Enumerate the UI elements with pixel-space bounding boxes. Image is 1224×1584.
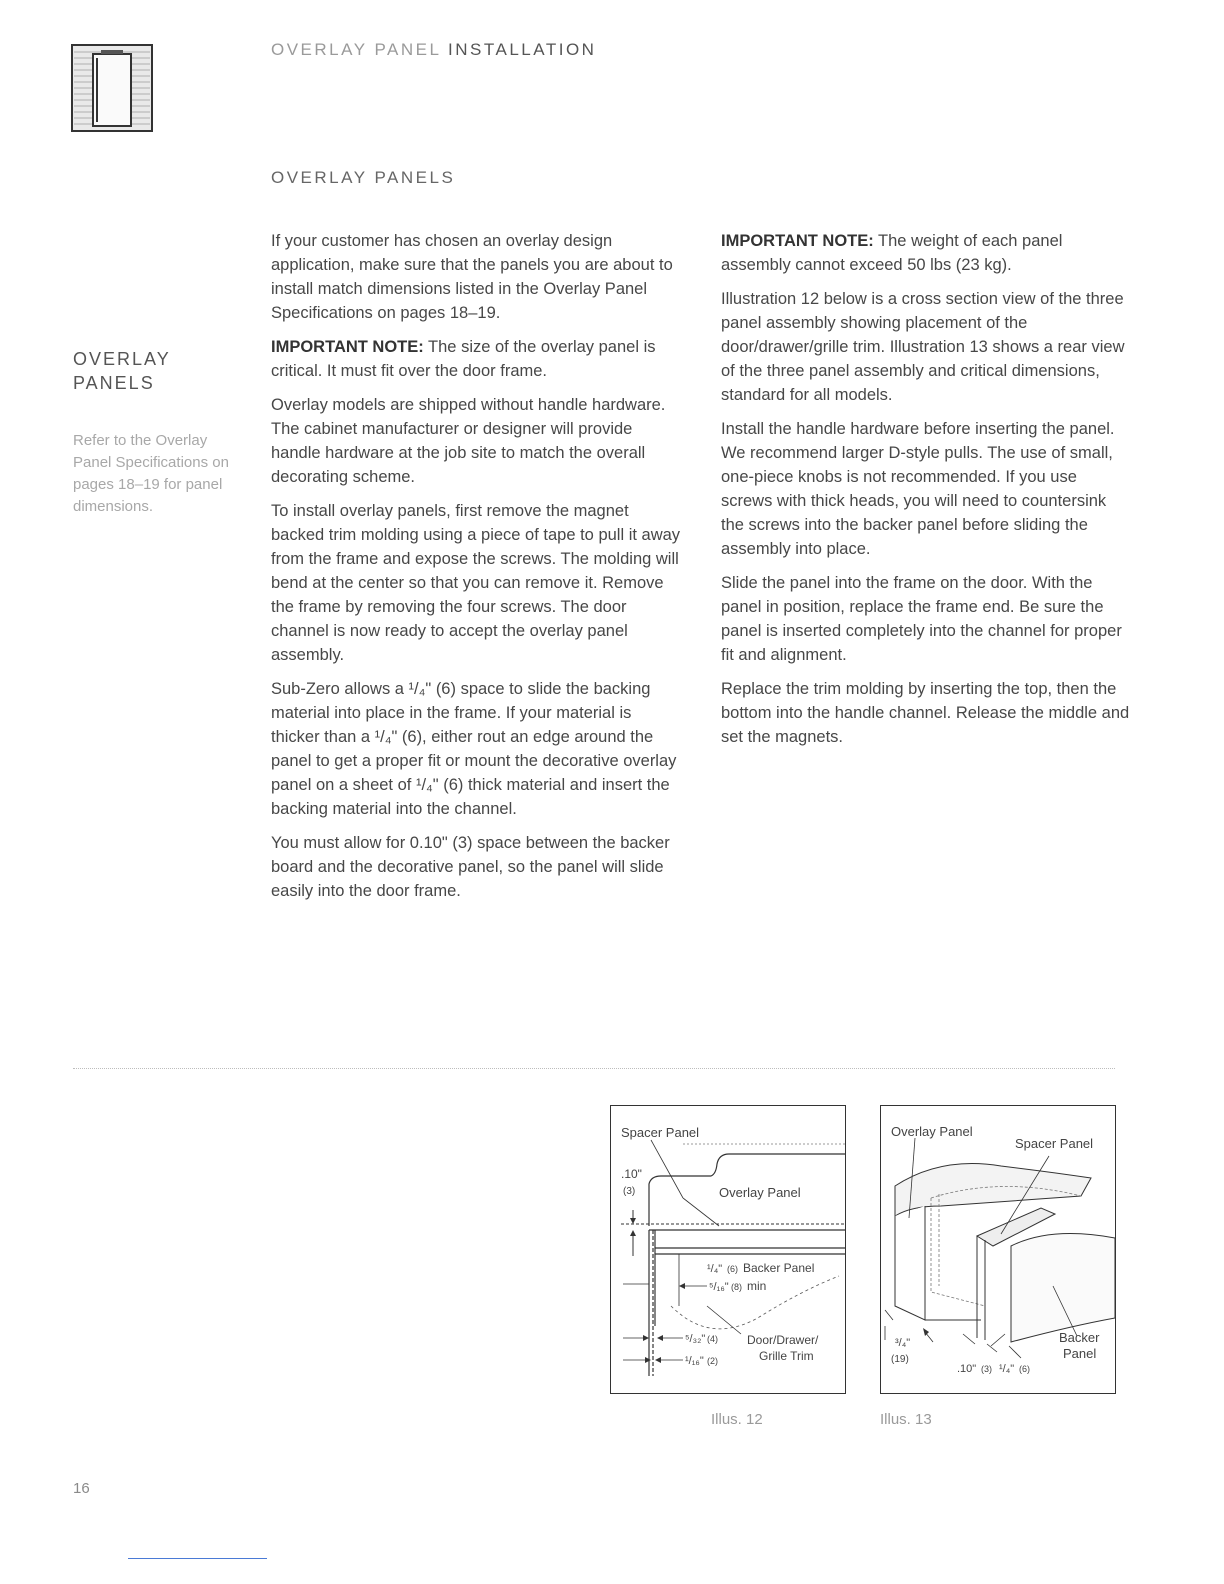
- illustration-13-caption: Illus. 13: [880, 1411, 932, 1428]
- sub-heading: OVERLAY PANELS: [271, 168, 456, 187]
- paragraph: You must allow for 0.10" (3) space between the backer board and the decorative panel, so the panel will slide easily into the door frame.: [271, 834, 670, 900]
- illus12-spacer-label: Spacer Panel: [621, 1125, 700, 1140]
- left-column: [271, 229, 681, 913]
- important-note-text: The size of the overlay panel is critical. It must fit over the door frame.: [271, 338, 656, 380]
- refrigerator-icon: [71, 44, 153, 132]
- illus13-dim-19: (19): [891, 1354, 909, 1365]
- illus13-dim-14: ¹/₄": [999, 1363, 1015, 1375]
- paragraph: Sub-Zero allows a ¹/₄" (6) space to slide the backing material into place in the frame. If your material is thicker than a ¹/₄" (6), either rout an edge around the panel to get a proper fit or mount the decorative overlay panel on a sheet of ¹/₄" (6) thick material and insert the backing material into the channel.: [271, 680, 677, 818]
- important-note-label: IMPORTANT NOTE:: [271, 338, 424, 356]
- illustration-12-caption: Illus. 12: [711, 1411, 763, 1428]
- illus13-backer-label-1: Backer: [1059, 1330, 1100, 1345]
- paragraph: [721, 229, 1131, 277]
- illus12-trim-dim-2-mm: (2): [707, 1356, 718, 1366]
- footer-line: [128, 1558, 267, 1559]
- illus12-min-dim: ⁵/₁₆": [709, 1281, 729, 1293]
- paragraph: Replace the trim molding by inserting the top, then the bottom into the handle channel. Release the middle and set the magnets.: [721, 680, 1130, 746]
- illus12-backer-label: Backer Panel: [743, 1261, 815, 1275]
- paragraph: Overlay models are shipped without handle hardware. The cabinet manufacturer or designer will provide handle hardware at the job site to match the overall decorating scheme.: [271, 396, 666, 486]
- sidebar-note: Refer to the Overlay Panel Specifications on pages 18–19 for panel dimensions.: [73, 432, 229, 515]
- sidebar-heading-line-2: PANELS: [73, 373, 155, 393]
- paragraph: Slide the panel into the frame on the door. With the panel in position, replace the frame end. Be sure the panel is inserted completely into the channel for proper fit and alignment.: [721, 574, 1122, 664]
- paragraph: Illustration 12 below is a cross section view of the three panel assembly showing placement of the door/drawer/grille trim. Illustration 13 shows a rear view of the three panel assembly and critical dimensions, standard for all models.: [721, 290, 1125, 404]
- important-note-label: IMPORTANT NOTE:: [721, 232, 874, 250]
- illus13-dim-3: (3): [981, 1364, 992, 1374]
- illus13-spacer-label: Spacer Panel: [1015, 1136, 1094, 1151]
- illus12-backer-dim-mm: (6): [727, 1264, 738, 1274]
- section-divider: [73, 1068, 1115, 1069]
- paragraph: If your customer has chosen an overlay design application, make sure that the panels you are about to install match dimensions listed in the Overlay Panel Specifications on pages 18–19.: [271, 232, 673, 322]
- right-column: [721, 229, 1131, 759]
- page-number: 16: [73, 1480, 90, 1497]
- illus12-trim-dim-1-mm: (4): [707, 1334, 718, 1344]
- illus12-min-dim-mm: (8): [731, 1282, 742, 1292]
- illus13-overlay-label: Overlay Panel: [891, 1124, 973, 1139]
- illus13-dim-10: .10": [957, 1363, 977, 1375]
- illustration-12: [610, 1105, 846, 1394]
- illustration-13: [880, 1105, 1116, 1394]
- illus12-backer-dim: ¹/₄": [707, 1263, 723, 1275]
- illus12-trim-label-1: Door/Drawer/: [747, 1333, 819, 1347]
- illus12-trim-label-2: Grille Trim: [759, 1349, 814, 1363]
- paragraph: To install overlay panels, first remove the magnet backed trim molding using a piece of tape to pull it away from the frame and expose the screws. The molding will bend at the center so that you can remove it. Remove the frame by removing the four screws. The door channel is now ready to accept the overlay panel assembly.: [271, 502, 681, 664]
- illus12-trim-dim-2: ¹/₁₆": [685, 1355, 704, 1367]
- sidebar-heading: [73, 347, 223, 395]
- illus12-overlay-label: Overlay Panel: [719, 1185, 801, 1200]
- illus12-trim-dim-1: ⁵/₃₂": [685, 1333, 706, 1345]
- paragraph: [271, 335, 681, 383]
- section-heading: OVERLAY PANEL INSTALLATION: [271, 40, 597, 59]
- illus12-dim-3: (3): [623, 1186, 636, 1197]
- illus13-backer-label-2: Panel: [1063, 1346, 1097, 1361]
- illus12-dim-10: .10": [621, 1167, 642, 1181]
- illus12-min-label: min: [747, 1279, 767, 1293]
- illus13-dim-6: (6): [1019, 1364, 1030, 1374]
- sidebar-heading-line-1: OVERLAY: [73, 349, 171, 369]
- illus13-dim-34: ³/₄": [895, 1337, 911, 1349]
- important-note-text: The weight of each panel assembly cannot exceed 50 lbs (23 kg).: [721, 232, 1063, 274]
- paragraph: Install the handle hardware before inserting the panel. We recommend larger D-style pulls. The use of small, one-piece knobs is not recommended. If you use screws with thick heads, you will need to countersink the screws into the backer panel before sliding the assembly into place.: [721, 420, 1115, 558]
